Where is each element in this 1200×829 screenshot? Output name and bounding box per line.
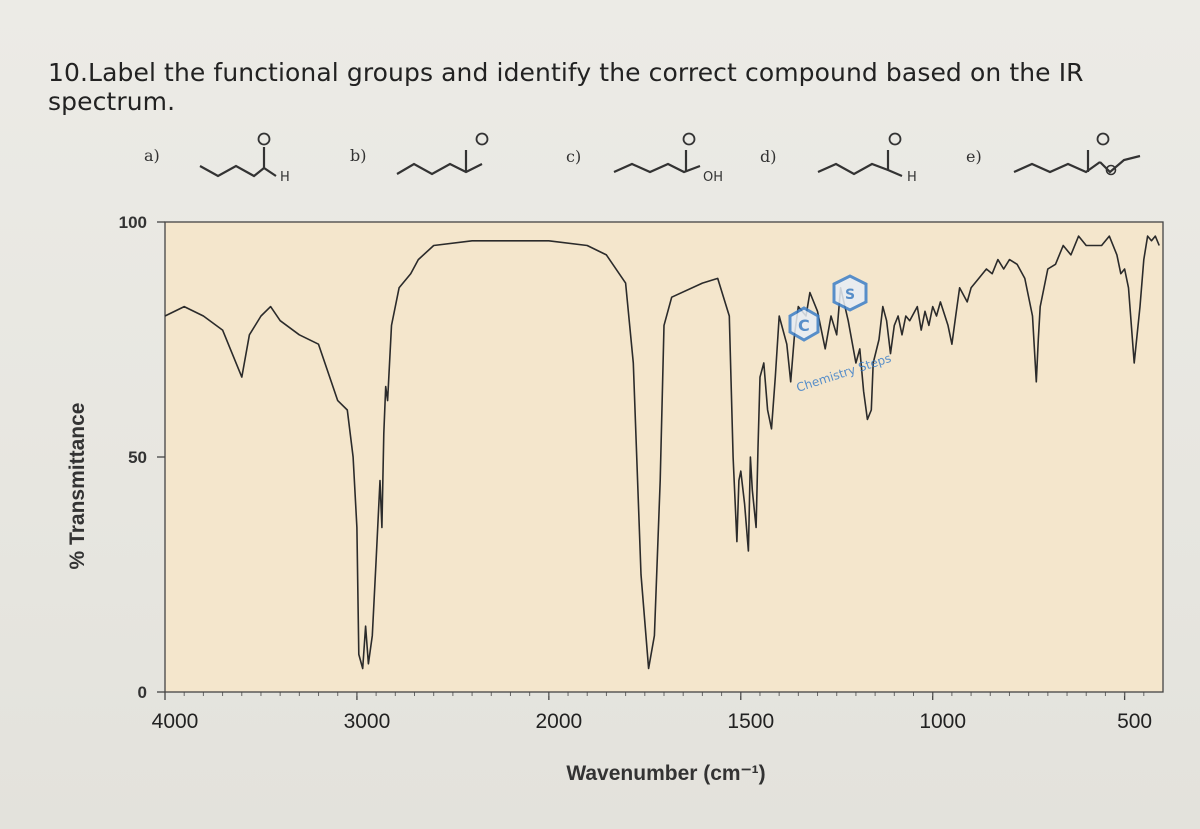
option-b-label: b) bbox=[350, 146, 367, 165]
option-c bbox=[566, 134, 723, 186]
plot-area bbox=[165, 222, 1163, 692]
compound-options bbox=[144, 134, 1140, 186]
x-tick-label: 500 bbox=[1117, 710, 1153, 733]
option-c-label: c) bbox=[566, 147, 582, 166]
option-e-label: e) bbox=[966, 147, 982, 166]
option-a-oxygen bbox=[259, 134, 270, 145]
option-d-oxygen bbox=[890, 134, 901, 145]
x-tick-label: 2000 bbox=[535, 710, 583, 733]
y-tick-label: 0 bbox=[137, 683, 147, 702]
option-c-atom: OH bbox=[703, 170, 724, 185]
question-text: 10.Label the functional groups and identify the correct compound based on the IR spectrum. bbox=[48, 58, 1084, 116]
option-d-label: d) bbox=[760, 147, 777, 166]
x-tick-label: 1000 bbox=[919, 710, 967, 733]
option-b-skeleton bbox=[397, 164, 482, 174]
y-axis-title: % Transmittance bbox=[66, 402, 89, 570]
option-d-skeleton bbox=[818, 164, 902, 176]
option-e bbox=[966, 134, 1140, 175]
option-a bbox=[144, 134, 290, 186]
option-a-label: a) bbox=[144, 146, 160, 165]
y-tick-label: 100 bbox=[118, 213, 147, 232]
watermark-letter-s: S bbox=[845, 287, 856, 303]
plot-layer bbox=[165, 222, 1163, 692]
watermark-text: Chemistry Steps bbox=[794, 351, 893, 395]
option-d-atom: H bbox=[907, 170, 917, 185]
x-tick-label: 3000 bbox=[343, 710, 391, 733]
option-e-oxygen bbox=[1098, 134, 1109, 145]
option-b-oxygen bbox=[477, 134, 488, 145]
option-d bbox=[760, 134, 917, 186]
x-tick-label: 1500 bbox=[727, 710, 775, 733]
watermark-letter-c: C bbox=[798, 316, 810, 335]
option-a-atom: H bbox=[280, 170, 290, 185]
x-axis-title: Wavenumber (cm⁻¹) bbox=[566, 762, 766, 785]
option-c-oxygen bbox=[684, 134, 695, 145]
option-b bbox=[350, 134, 488, 175]
y-tick-label: 50 bbox=[128, 448, 147, 467]
x-tick-label: 4000 bbox=[151, 710, 199, 733]
